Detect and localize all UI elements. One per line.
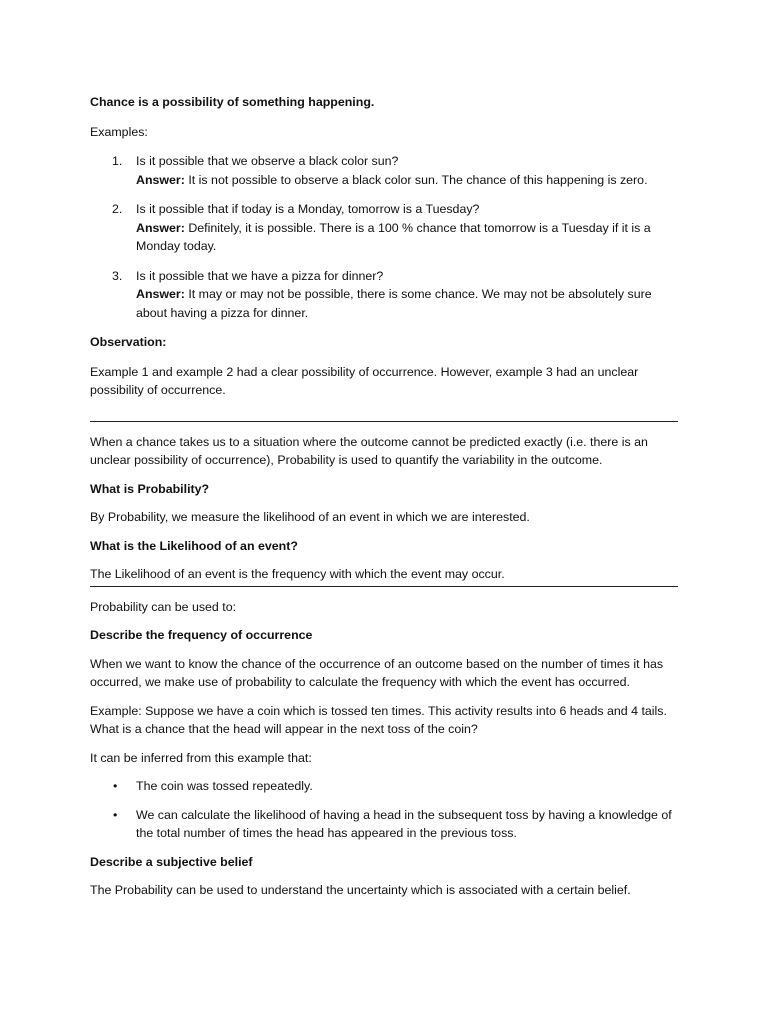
list-number: 3. — [112, 268, 123, 283]
bullet-icon: • — [113, 779, 118, 793]
subjective-heading: Describe a subjective belief — [90, 854, 253, 869]
inferred-text: It can be inferred from this example that: — [90, 750, 312, 765]
answer-text: It is not possible to observe a black color sun. The chance of this happening is zero. — [184, 172, 648, 187]
bullet-icon: • — [113, 807, 118, 822]
section-divider — [90, 421, 678, 422]
likelihood-text: The Likelihood of an event is the frequency with which the event may occur. — [90, 567, 505, 581]
document-page — [90, 93, 678, 900]
what-is-probability-text: By Probability, we measure the likelihood of an event in which we are interested. — [90, 510, 530, 524]
probability-intro: When a chance takes us to a situation where the outcome cannot be predicted exactly (i.e. there is an unclear possibility of occurrence), Probability is used to quantify the variability in the outcome. — [90, 434, 648, 467]
frequency-heading: Describe the frequency of occurrence — [90, 628, 313, 642]
frequency-text: When we want to know the chance of the occurrence of an outcome based on the number of times it has occurred, we make use of probability to calculate the frequency with which the event has occurred. — [90, 656, 664, 689]
list-item — [90, 200, 678, 256]
bullet-text: The coin was tossed repeatedly. — [136, 779, 313, 793]
bullet-text: We can calculate the likelihood of having a head in the subsequent toss by having a knowledge of the total number of times the head has appeared in the previous toss. — [136, 807, 672, 840]
observation-heading: Observation: — [90, 335, 167, 349]
observation-text: Example 1 and example 2 had a clear possibility of occurrence. However, example 3 had an unclear possibility of occurrence. — [90, 364, 639, 397]
example-answer — [136, 219, 678, 256]
example-question: Is it possible that we observe a black color sun? — [136, 154, 399, 168]
answer-label: Answer: — [136, 220, 185, 235]
example-question: Is it possible that if today is a Monday, tomorrow is a Tuesday? — [136, 202, 480, 216]
answer-label: Answer: — [136, 287, 185, 301]
subjective-text: The Probability can be used to understand the uncertainty which is associated with a certain belief. — [90, 883, 631, 897]
list-item — [90, 267, 678, 323]
uses-intro: Probability can be used to: — [90, 599, 237, 614]
inference-list — [90, 777, 678, 843]
coin-example-text: Example: Suppose we have a coin which is tossed ten times. This activity results into 6 heads and 4 tails. What is a chance that the head will appear in the next toss of the coin? — [90, 703, 667, 736]
examples-label: Examples: — [90, 124, 148, 139]
list-item — [90, 777, 678, 796]
example-question: Is it possible that we have a pizza for dinner? — [136, 268, 384, 283]
likelihood-heading: What is the Likelihood of an event? — [90, 538, 298, 553]
what-is-probability-heading: What is Probability? — [90, 481, 210, 496]
list-item — [90, 152, 678, 189]
example-answer — [136, 285, 678, 322]
section-divider — [90, 586, 678, 587]
answer-label: Answer: — [136, 172, 185, 187]
list-number: 1. — [112, 154, 123, 168]
answer-text: It may or may not be possible, there is some chance. We may not be absolutely sure about having a pizza for dinner. — [136, 287, 652, 320]
answer-text: Definitely, it is possible. There is a 100 % chance that tomorrow is a Tuesday if it is a Monday today. — [136, 220, 651, 253]
example-answer — [136, 171, 678, 190]
chance-definition: Chance is a possibility of something happening. — [90, 95, 375, 109]
list-number: 2. — [112, 202, 123, 216]
examples-list — [90, 152, 678, 322]
list-item — [90, 806, 678, 843]
